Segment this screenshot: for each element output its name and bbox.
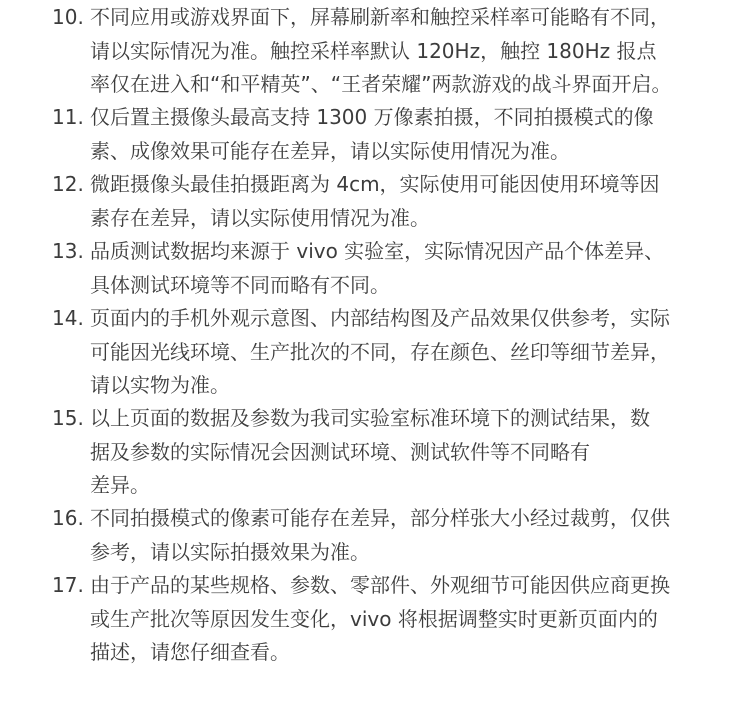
note-line: 可能因光线环境、生产批次的不同，存在颜色、丝印等细节差异， xyxy=(90,339,670,364)
note-number: 15. xyxy=(52,406,84,430)
note-item-12 xyxy=(0,168,700,235)
note-line: 描述，请您仔细查看。 xyxy=(90,640,290,665)
note-line: 据及参数的实际情况会因测试环境、测试软件等不同略有 xyxy=(90,439,590,464)
note-item-13 xyxy=(0,235,704,302)
note-line: 以上页面的数据及参数为我司实验室标准环境下的测试结果，数 xyxy=(90,406,650,430)
note-item-16 xyxy=(0,502,710,569)
note-item-17 xyxy=(0,569,710,670)
note-number: 10. xyxy=(52,5,84,29)
note-line: 品质测试数据均来源于 vivo 实验室，实际情况因产品个体差异、 xyxy=(90,239,665,263)
note-item-10 xyxy=(0,1,711,102)
note-line: 仅后置主摄像头最高支持 1300 万像素拍摄，不同拍摄模式的像 xyxy=(90,105,654,129)
note-item-14 xyxy=(0,302,710,403)
note-line: 素存在差异，请以实际使用情况为准。 xyxy=(90,205,430,230)
note-line: 率仅在进入和“和平精英”、“王者荣耀”两款游戏的战斗界面开启。 xyxy=(90,72,672,97)
note-line: 请以实际情况为准。触控采样率默认 120Hz，触控 180Hz 报点 xyxy=(90,38,657,63)
note-line: 由于产品的某些规格、参数、零部件、外观细节可能因供应商更换 xyxy=(90,573,670,597)
note-number: 14. xyxy=(52,306,84,330)
note-line: 素、成像效果可能存在差异，请以实际使用情况为准。 xyxy=(90,138,570,163)
note-item-15 xyxy=(0,402,690,503)
note-line: 参考，请以实际拍摄效果为准。 xyxy=(90,539,370,564)
note-line: 不同应用或游戏界面下，屏幕刷新率和触控采样率可能略有不同， xyxy=(90,5,670,29)
note-line: 不同拍摄模式的像素可能存在差异，部分样张大小经过裁剪，仅供 xyxy=(90,506,670,530)
note-line: 请以实物为准。 xyxy=(90,373,230,398)
note-number: 12. xyxy=(52,172,84,196)
note-number: 13. xyxy=(52,239,84,263)
note-line: 微距摄像头最佳拍摄距离为 4cm，实际使用可能因使用环境等因 xyxy=(90,172,660,196)
note-line: 差异。 xyxy=(90,473,150,498)
note-line: 页面内的手机外观示意图、内部结构图及产品效果仅供参考，实际 xyxy=(90,306,670,330)
note-line: 或生产批次等原因发生变化，vivo 将根据调整实时更新页面内的 xyxy=(90,606,658,631)
note-item-11 xyxy=(0,101,694,168)
note-number: 17. xyxy=(52,573,84,597)
note-number: 16. xyxy=(52,506,84,530)
note-number: 11. xyxy=(52,105,84,129)
note-line: 具体测试环境等不同而略有不同。 xyxy=(90,272,390,297)
